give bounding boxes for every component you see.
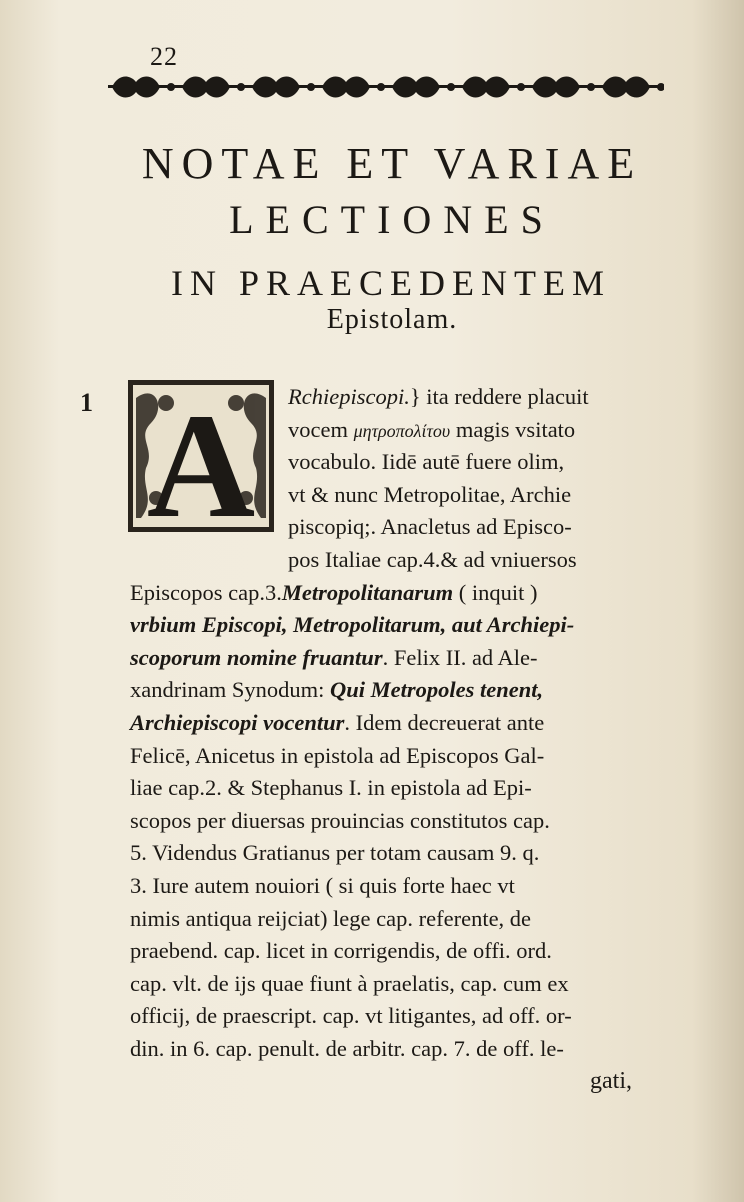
text-line: liae cap.2. & Stephanus I. in epistola ad Epi- bbox=[130, 775, 532, 801]
text-line: cap. vlt. de ijs quae fiunt à praelatis, cap. cum ex bbox=[130, 970, 569, 996]
text-line: officij, de praescript. cap. vt litigantes, ad off. or- bbox=[130, 1003, 572, 1029]
text-line: scoporum nomine fruantur. Felix II. ad Ale- bbox=[130, 644, 538, 670]
text-line: 3. Iure autem nouiori ( si quis forte haec vt bbox=[130, 873, 515, 898]
title-line-2: LECTIONES bbox=[229, 197, 555, 242]
decorated-initial bbox=[126, 378, 276, 534]
text-line: vocem μητροπολίτου magis vsitato bbox=[288, 416, 576, 442]
text-line: praebend. cap. licet in corrigendis, de offi. ord. bbox=[130, 938, 552, 964]
text-line: vocabulo. Iidē autē fuere olim, bbox=[288, 449, 565, 475]
text-line: din. in 6. cap. penult. de arbitr. cap. 7. de off. le- bbox=[130, 1036, 564, 1061]
text-line: pos Italiae cap.4.& ad vniuersos bbox=[288, 547, 577, 572]
text-line: Rchiepiscopi.} ita reddere placuit bbox=[288, 384, 589, 409]
title-line-4: Epistolam. bbox=[326, 304, 458, 335]
catchword: gati, bbox=[590, 1068, 632, 1094]
ornamental-border bbox=[108, 72, 664, 102]
title-line-3: IN PRAECEDENTEM bbox=[171, 263, 611, 303]
text-line: vrbium Episcopi, Metropolitarum, aut Archiepi- bbox=[130, 612, 575, 638]
text-line: Felicē, Anicetus in epistola ad Episcopos Gal- bbox=[130, 742, 545, 768]
text-line: Archiepiscopi vocentur. Idem decreuerat ante bbox=[130, 710, 545, 735]
note-number: 1 bbox=[80, 388, 93, 417]
page-number: 22 bbox=[150, 42, 178, 71]
drop-cap-letter: A bbox=[146, 383, 256, 534]
title-line-1: NOTAE ET VARIAE bbox=[141, 139, 643, 188]
text-line: nimis antiqua reijciat) lege cap. referente, de bbox=[130, 905, 532, 931]
text-line: piscopiq;. Anacletus ad Episco- bbox=[288, 514, 572, 540]
text-line: 5. Videndus Gratianus per totam causam 9. q. bbox=[130, 840, 540, 866]
text-line: vt & nunc Metropolitae, Archie bbox=[288, 481, 572, 507]
text-line: Episcopos cap.3.Metropolitanarum ( inquit ) bbox=[130, 579, 538, 605]
text-line: scopos per diuersas prouincias constitutos cap. bbox=[130, 807, 550, 833]
text-line: xandrinam Synodum: Qui Metropoles tenent, bbox=[130, 677, 544, 703]
